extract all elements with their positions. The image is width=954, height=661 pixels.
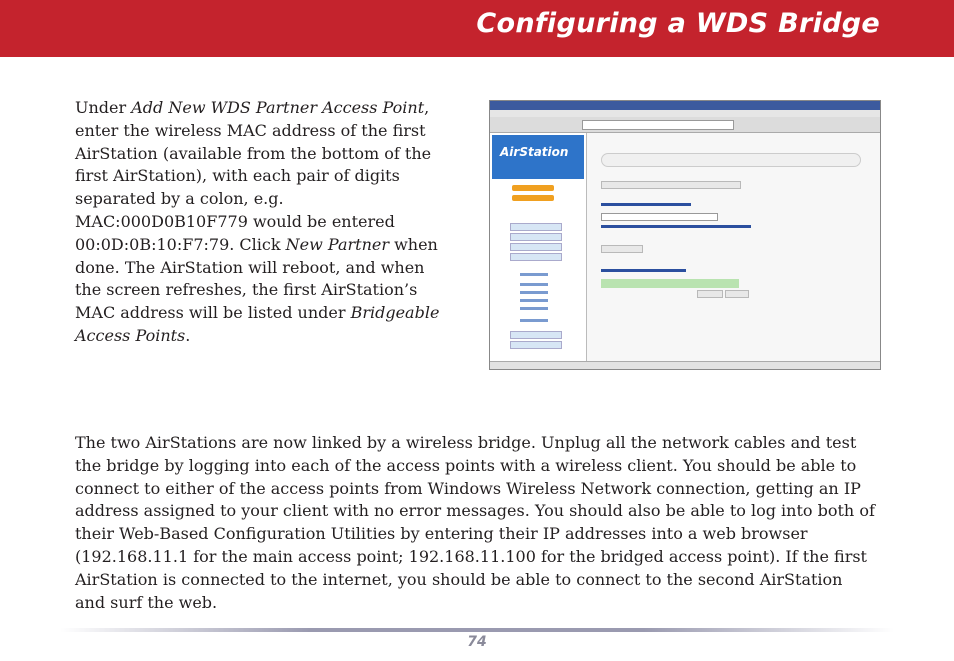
sidebar-item (510, 341, 562, 349)
screenshot-main-panel (587, 133, 880, 361)
intro-text-2: , enter the wireless MAC address of the first AirStation (available from the bottom of the first AirStation), with each pair of digits separated by a colon, e.g. MAC:000D0B10F779 would be entered 00:0D:0B:10:F7:79. Click (75, 98, 432, 254)
sidebar-link (520, 283, 548, 286)
sidebar-button (512, 195, 554, 201)
screenshot-button (725, 290, 749, 298)
screenshot-panel-heading (601, 153, 861, 167)
sidebar-item (510, 253, 562, 261)
screenshot-input (601, 213, 718, 221)
screenshot-label (601, 269, 686, 272)
intro-text-3: when done. The AirStation will reboot, and when the screen refreshes, the first AirStation’s MAC address will be listed under (75, 234, 438, 323)
page-title: Configuring a WDS Bridge (476, 8, 880, 39)
screenshot-label (601, 225, 751, 228)
sidebar-item (510, 331, 562, 339)
sidebar-link (520, 273, 548, 276)
browser-screenshot (489, 100, 881, 370)
sidebar-link (520, 291, 548, 294)
sidebar-item (510, 233, 562, 241)
logo-text: AirStation (500, 145, 569, 159)
screenshot-menu-bar (490, 110, 880, 117)
screenshot-label (601, 203, 691, 206)
sidebar-button (512, 185, 554, 191)
intro-paragraph (75, 97, 445, 348)
intro-text-1: Under (75, 98, 132, 117)
sidebar-link (520, 307, 548, 310)
screenshot-button (601, 245, 643, 253)
page-number: 74 (467, 634, 487, 650)
airstation-logo (492, 135, 584, 179)
intro-emphasis-bridgeable: Bridgeable Access Points (75, 303, 440, 345)
screenshot-button (601, 181, 741, 189)
screenshot-title-bar (490, 101, 880, 110)
sidebar-item (510, 223, 562, 231)
sidebar-item (510, 243, 562, 251)
body-paragraph: The two AirStations are now linked by a wireless bridge. Unplug all the network cables and test the bridge by logging into each of the access points with a wireless client. You should be able to connect to either of the access points from Windows Wireless Network connection, getting an IP address assigned to your client with no error messages. You should also be able to log into both of their Web-Based Configuration Utilities by entering their IP addresses into a web browser (192.168.11.1 for the main access point; 192.168.11.100 for the bridged access point). If the first AirStation is connected to the internet, you should be able to connect to the second AirStation and surf the web. (75, 433, 875, 612)
intro-emphasis-partner-ap: Add New WDS Partner Access Point (131, 98, 425, 117)
intro-emphasis-new-partner: New Partner (285, 234, 389, 254)
footer-divider (60, 628, 894, 632)
screenshot-table-row (601, 279, 739, 288)
screenshot-status-bar (490, 361, 880, 370)
sidebar-link (520, 299, 548, 302)
screenshot-address-bar (582, 120, 734, 130)
screenshot-button (697, 290, 723, 298)
header-banner (0, 0, 954, 57)
screenshot-sidebar (490, 133, 587, 361)
sidebar-link (520, 319, 548, 322)
intro-text-4: . (185, 325, 191, 345)
